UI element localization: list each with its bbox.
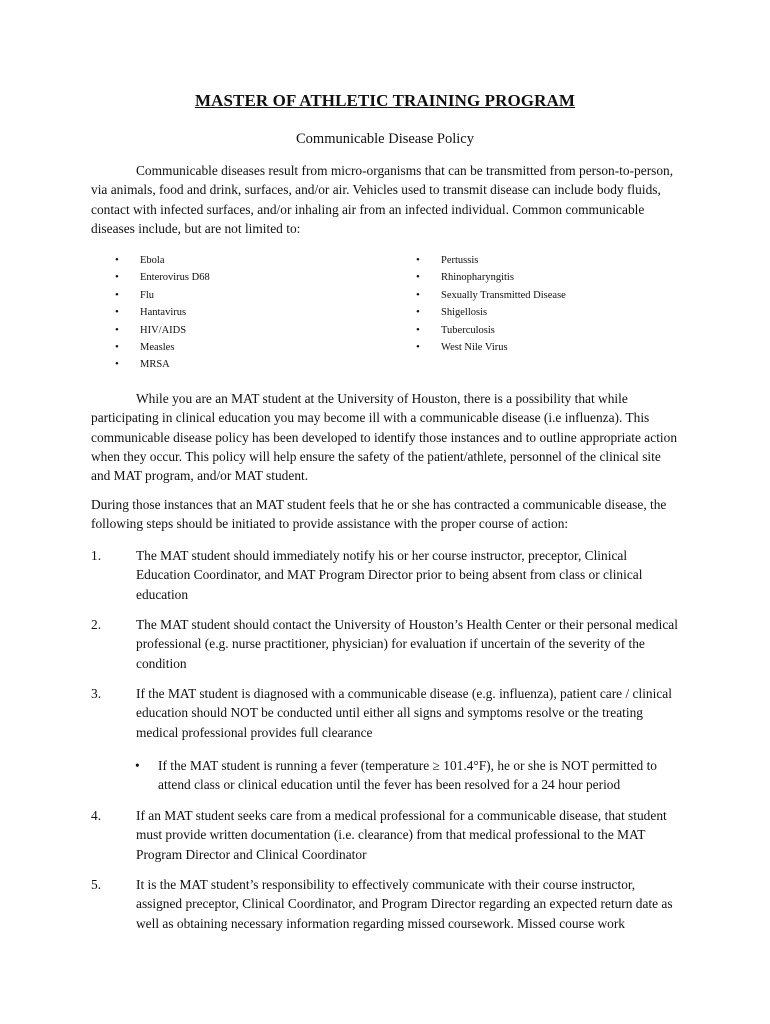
step-text: If the MAT student is diagnosed with a communicable disease (e.g. influenza), patient care / clinical education should NOT be conducted until either all signs and symptoms resolve or the treating medical professional provides full clearance [136,686,672,740]
step-number: 2. [91,617,102,632]
step-number: 5. [91,877,102,892]
step-text: The MAT student should contact the University of Houston’s Health Center or their personal medical professional (e.g. nurse practitioner, physician) for evaluation if uncertain of the severity of the condition [136,617,678,671]
disease-item: • Flu [115,287,210,304]
policy-paragraph: While you are an MAT student at the University of Houston, there is a possibility that while participating in clinical education you may become ill with a communicable disease (i.e influenza). This communicable disease policy has been developed to identify those instances and to outline appropriate action when they occur. This policy will help ensure the safety of the patient/athlete, personnel of the clinical site and MAT program, and/or MAT student. [91,391,678,484]
disease-list-right [416,252,566,356]
document-subtitle: Communicable Disease Policy [296,131,474,147]
disease-item: • Rhinopharyngitis [416,269,566,286]
step-number: 1. [91,548,102,563]
disease-item: • Hantavirus [115,304,210,321]
step-text: It is the MAT student’s responsibility to effectively communicate with their course instructor, assigned preceptor, Clinical Coordinator, and Program Director regarding an expected return date as well as obtaining necessary information regarding missed coursework. Missed course work [136,877,673,931]
disease-item: • Measles [115,339,210,356]
disease-item: • Ebola [115,252,210,269]
disease-item: • Pertussis [416,252,566,269]
disease-item: • Sexually Transmitted Disease [416,287,566,304]
disease-item: • HIV/AIDS [115,322,210,339]
step-text: If an MAT student seeks care from a medical professional for a communicable disease, that student must provide written documentation (i.e. clearance) from that medical professional to the MAT Program Director and Clinical Coordinator [136,808,667,862]
sub-bullet-text: If the MAT student is running a fever (temperature ≥ 101.4°F), he or she is NOT permitted to attend class or clinical education until the fever has been resolved for a 24 hour period [158,758,657,793]
disease-item: • Tuberculosis [416,322,566,339]
steps-intro-paragraph: During those instances that an MAT student feels that he or she has contracted a communicable disease, the following steps should be initiated to provide assistance with the proper course of action: [91,497,667,532]
intro-paragraph: Communicable diseases result from micro-organisms that can be transmitted from person-to-person, via animals, food and drink, surfaces, and/or air. Vehicles used to transmit disease can include body fluids, contact with infected surfaces, and/or inhaling air from an infected individual. Common communicable diseases include, but are not limited to: [91,163,674,236]
disease-list-left [115,252,210,374]
disease-item: • West Nile Virus [416,339,566,356]
disease-item: • MRSA [115,356,210,373]
document-title: MASTER OF ATHLETIC TRAINING PROGRAM [194,91,576,110]
disease-item: • Shigellosis [416,304,566,321]
disease-item: • Enterovirus D68 [115,269,210,286]
step-number: 4. [91,808,102,823]
step-number: 3. [91,686,102,701]
bullet-icon: • [135,758,140,773]
step-text: The MAT student should immediately notify his or her course instructor, preceptor, Clinical Education Coordinator, and MAT Program Director prior to being absent from class or clinical education [136,548,643,602]
